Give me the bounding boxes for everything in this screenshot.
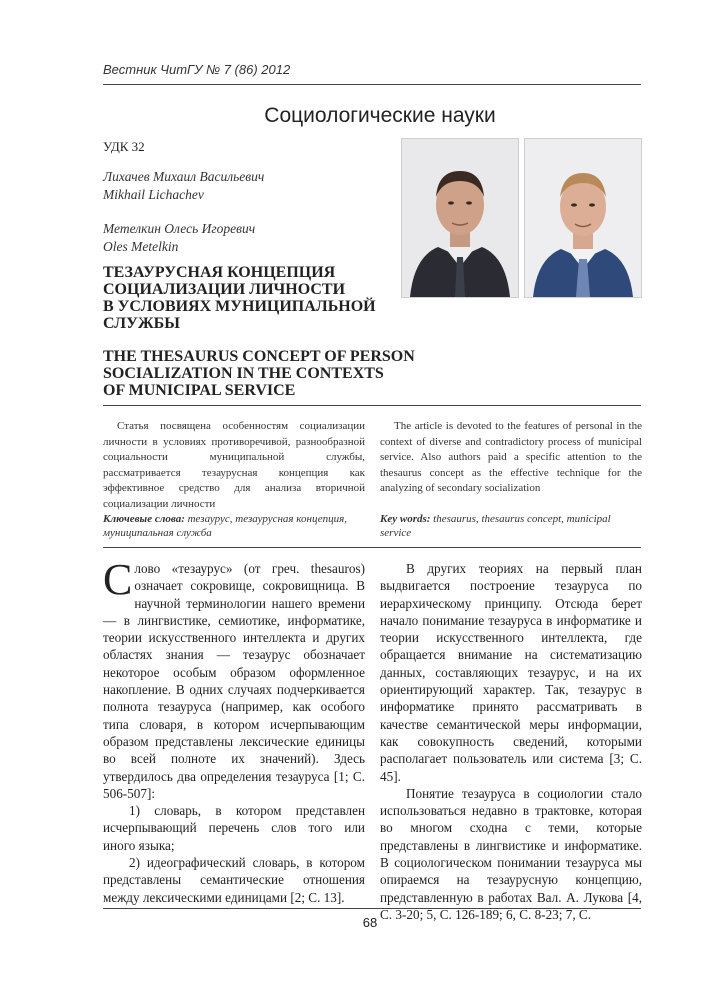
body-paragraph: Понятие тезауруса в социологии стало использоваться недавно в трактовке, которая во многом сходна с теми, которые представлены в лингвистике и информатике. В социологическом понимании тезауруса мы опираемся на тезаурусную концепцию, представленную в работах Вал. А. Лукова [4, С. 3-20; 5, С. 126-189; 6, С. 8-23; 7, С. — [380, 785, 642, 922]
paragraph-text: лово «тезаурус» (от греч. thesauros) означает сокровище, сокровищница. В научной терминологии нашего времени — в лингвистике, семиотике, информатике, теории искусственного интеллекта и других областях знания — тезаурус обозначает некоторое особым образом оформленное накопление. В одних случаях подчеркивается полнота тезауруса (например, как особого типа словаря, в котором исчерпывающим образом представлены лексические единицы во всей полноте их значений). Здесь утвердилось два определения тезауруса [1; С. 506-507]: — [103, 561, 365, 801]
udc-code: УДК 32 — [103, 139, 145, 154]
dropcap: С — [103, 555, 133, 604]
abstract-en: The article is devoted to the features of personal in the context of diverse and contradictory process of municipal service. Also authors paid a specific attention to the thesaurus concept as the effective technique for the analyzing of secondary socialization — [380, 420, 642, 494]
author-2 — [103, 220, 255, 256]
author-1-name-ru: Лихачев Михаил Васильевич — [103, 169, 265, 184]
title-ru — [103, 264, 433, 332]
title-en-line: OF MUNICIPAL SERVICE — [103, 382, 296, 399]
body-paragraph — [103, 555, 365, 802]
author-1-name-en: Mikhail Lichachev — [103, 187, 204, 202]
title-ru-line: СОЦИАЛИЗАЦИИ ЛИЧНОСТИ — [103, 281, 346, 298]
abstract-top-rule — [103, 405, 641, 406]
title-en-line: SOCIALIZATION IN THE CONTEXTS — [103, 365, 384, 382]
keywords-en-text: thesaurus, thesaurus concept, municipal service — [380, 513, 611, 539]
author-1 — [103, 168, 264, 204]
author-2-name-ru: Метелкин Олесь Игоревич — [103, 221, 256, 236]
keywords-ru-label: Ключевые слова: — [103, 513, 185, 525]
abstract-bottom-rule — [103, 547, 641, 548]
author-2-photo — [524, 138, 642, 298]
author-2-name-en: Oles Metelkin — [103, 239, 179, 254]
keywords-ru — [103, 513, 365, 540]
title-ru-line: В УСЛОВИЯХ МУНИЦИПАЛЬНОЙ — [103, 298, 376, 315]
abstract-ru: Статья посвящена особенностям социализации личности в условиях противоречивой, разнообразной социальности муниципальной службы, рассматривается тезаурусная концепция как эффективное средство для анализа вторичной социализации личности — [103, 420, 365, 510]
title-en-line: THE THESAURUS CONCEPT OF PERSON — [103, 348, 415, 365]
title-ru-line: ТЕЗАУРУСНАЯ КОНЦЕПЦИЯ — [103, 264, 336, 281]
body-left-column — [103, 555, 365, 906]
section-title: Социологические науки — [264, 104, 496, 127]
footer-rule — [103, 908, 641, 909]
body-paragraph: 1) словарь, в котором представлен исчерпывающий перечень слов того или иного языка; — [103, 803, 365, 853]
header-rule — [103, 84, 641, 85]
body-paragraph: 2) идеографический словарь, в котором представлены семантические отношения между лексическими единицами [2; С. 13]. — [103, 855, 365, 905]
body-right-column — [380, 560, 642, 923]
page-number: 68 — [362, 915, 378, 930]
body-paragraph: В других теориях на первый план выдвигается построение тезауруса по иерархическому принципу. Отсюда берет начало понимание тезауруса в информатике и теории искусственного интеллекта, где обращается внимание на систематизацию данных, составляющих тезаурус, и на их ориентирующий характер. Так, тезаурус в информатике принято рассматривать в качестве семантической меры информации, как совокупность сведений, которыми располагает пользователь или система [3; С. 45]. — [380, 561, 642, 784]
journal-title: Вестник ЧитГУ № 7 (86) 2012 — [103, 62, 291, 77]
keywords-ru-text: тезаурус, тезаурусная концепция, муниципальная служба — [103, 513, 348, 539]
keywords-en — [380, 513, 642, 540]
title-ru-line: СЛУЖБЫ — [103, 315, 180, 332]
keywords-en-label: Key words: — [380, 513, 431, 525]
title-en — [103, 348, 433, 399]
